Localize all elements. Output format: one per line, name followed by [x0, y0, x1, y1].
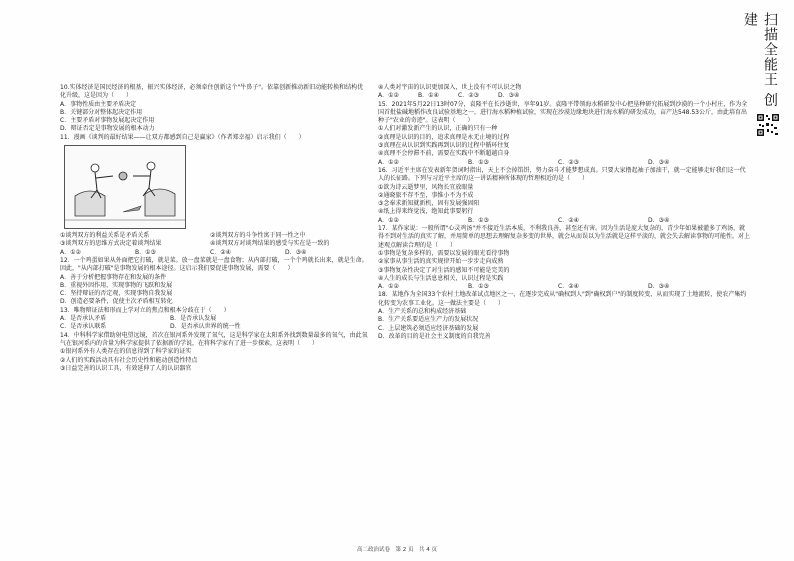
q12-option-b: B．重视外因作用，实现事物的飞跃和发展 [60, 281, 173, 289]
q18-option-b: B．生产关系要适应生产力的发展状况 [378, 316, 479, 324]
q14-option-c: C．②③ [458, 92, 479, 100]
question-14: 14．中科科学家借助射电望远镜，首次在银河系外发现了氧气，这是科学家在太阳系外找到数量最多的氧气，由此氧气在银河系内的含量为科学家提供了依据新的学说，在将科学家有了进一步探索，这表明（ ） [60, 331, 368, 347]
right-column [378, 84, 750, 341]
question-18: 18．某地作为全国33个农村土地改革试点地区之一，在逐步完成从"确权到人"到"确权到户"的制度转变，从而实现了土地流转，使农产集约化转变为农事工业化。这一做法主要是（ ） [378, 291, 747, 307]
q17-option-b: B．①③ [468, 283, 489, 291]
q17-option-a: A．①② [378, 283, 399, 291]
q18-option-d: D．改革的目的是社会主义制度的自我完善 [378, 332, 491, 340]
q16-option-d: D．③④ [648, 216, 670, 224]
q11-option-c: C．②④ [210, 248, 231, 256]
q13-option-b: B．是否承认发展 [170, 315, 217, 323]
q14-item-1: ①银河系外有人类存在的信息得到了科学家的证实 [60, 348, 192, 356]
q12-option-d: D．创造必要条件，促使主次矛盾相互转化 [60, 298, 173, 306]
q16-option-a: A．①② [378, 216, 399, 224]
q11-option-d: D．③④ [285, 248, 307, 256]
q15-option-a: A．①② [378, 158, 399, 166]
q16-item-4: ④纸上得来终觉浅，绝知此事要躬行 [378, 208, 474, 216]
question-11: 11．漫画《谈判的最好结果——让双方都感到自己是赢家》（作者郑幸福）启示我们（ ） [60, 133, 305, 141]
qr-code-icon [756, 113, 780, 137]
q15-option-b: B．①③ [468, 158, 489, 166]
cartoon-image [64, 145, 186, 229]
q10-option-c: C．主要矛盾对事物发展起决定作用 [60, 117, 155, 125]
question-12: 12．一个鸡蛋如果从外面把它打破，就是菜。放一盘菜就是一盘食物；从内部打破，一个个鸡就长出来，就是生命。因此，"从内部打破"是事物发展的根本途径。这启示我们要促进事物发展，需要（ ） [60, 256, 368, 273]
q14-option-d: D．③④ [498, 92, 520, 100]
q18-option-c: C．上层建筑必须适应经济基础的发展 [378, 324, 479, 332]
question-17: 17．某作家说：一般所谓"心灵鸡汤"并不接近生活本质，不利我良善，甚至还有害。因为生活是庞大复杂的，青少年如果被灌多了鸡汤，就得不到对生活的真实了解，并用简单的思想去理解复杂多变的世界，就会从而误以为生活就是这样平淡的，就会失去解读事物的可能性。对上述观点解读合理的是（ ） [378, 225, 751, 249]
q15-option-c: C．②③ [558, 158, 579, 166]
q14-item-2: ②人们的实践活动具有社会历史性和能动创造性特点 [60, 356, 198, 364]
q17-option-d: D．③④ [648, 283, 670, 291]
q11-option-a: A．①② [60, 248, 81, 256]
q14-option-a: A．①② [378, 92, 399, 100]
q15-item-2: ②真理是认识的目的，追求真理是永无止境的过程 [378, 133, 510, 141]
page-footer: 高二政治试卷 第 2 页 共 4 页 [357, 547, 437, 553]
q16-item-1: ①欲为诗云逝梦里，风物长宜放眼量 [378, 183, 474, 191]
q13-option-a: A．是否承认矛盾 [60, 315, 107, 323]
q14-item-4: ④人类对宇宙的认识更加深入，世上没有不可认识之物 [378, 84, 522, 91]
q14-item-3: ③日益完善的认识工具，有效延伸了人的认识器官 [60, 364, 192, 372]
q10-option-a: A．事物性质由主要矛盾决定 [60, 100, 137, 108]
question-16: 16．习近平主席在发表新年贺词时指出，天上不会掉馅饼，努力奋斗才能梦想成真。只要大家撸起袖子加油干，就一定能够走好我们这一代人的长征路。下列与习近平主席的这一讲话精神所体现的哲理相近的是（ ） [378, 166, 746, 183]
q16-option-c: C．②④ [558, 216, 579, 224]
q13-option-c: C．是否承认联系 [60, 323, 107, 331]
q16-item-3: ③念奉求新知就新机，固有发展强固阳 [378, 200, 480, 208]
q12-option-c: C．坚持辩证的否定观，实现事物自我发展 [60, 290, 173, 298]
q15-item-4: ④真理不会停滞不前，需要在实践中不断超越自身 [378, 150, 510, 158]
q11-item-4: ④谈判双方对谈判结果的感受与实在是一致的 [210, 240, 330, 248]
q14-option-b: B．①④ [418, 92, 439, 100]
handshake-cartoon-icon [65, 146, 185, 228]
q17-item-3: ③事物复杂性决定了对生活的感知不可能是完美的 [378, 266, 510, 274]
q11-item-2: ②谈判双方的斗争性寓于同一性之中 [210, 232, 306, 240]
q18-option-a: A．生产关系的总和构成经济基础 [378, 308, 467, 316]
q10-option-b: B．关键部分对整体起决定作用 [60, 108, 143, 116]
left-column [60, 84, 368, 373]
question-13: 13．唯物辩证法和形而上学对立的焦点和根本分歧在于（ ） [60, 306, 230, 314]
q13-option-d: D．是否承认世界的统一性 [170, 323, 241, 331]
question-10: 10.实体经济是国民经济的根基，振兴实体经济，必须牵住创新这个"牛鼻子"。依靠创新推动新旧动能转换和结构优化升级，这是因为（ ） [60, 84, 364, 100]
q11-option-b: B．①③ [135, 248, 156, 256]
q17-item-1: ①事物是复杂多样的，需要以发展的眼光看待事物 [378, 249, 510, 257]
watermark-text: 扫描全能王 创建 [742, 12, 778, 108]
scanner-watermark [742, 12, 780, 122]
q12-option-a: A．善于分析把握事物存在和发展的条件 [60, 273, 167, 281]
q17-item-2: ②家事从事生活的真实规律开始一步步走向成熟 [378, 258, 504, 266]
q16-option-b: B．①③ [468, 216, 489, 224]
q16-item-2: ②通晓旅不存不至，事惟小不为不成 [378, 191, 474, 199]
q11-item-3: ③谈判双方的思维方式决定着谈判结果 [60, 240, 162, 248]
q17-item-4: ④人生的成长与生活息息相关，认识过程是实践 [378, 274, 504, 282]
q15-item-1: ①人们对激发新产生的认识，正确的只有一种 [378, 125, 498, 133]
q15-item-3: ③真理在从认识到实践再到认识的过程中循环往复 [378, 142, 510, 150]
question-15: 15．2021年5月22日13时07分，袁隆平在长沙逝世，享年91岁。袁隆平带领海水稻研发中心把垦种研究拓展到沙漠的一个小村庄，作为全国首批盐碱地稻作改良试验基地之一，进行海水稻种植试验，实现在沙漠边缘地块进行海水稻的研发成功，亩产达548.53公斤，由此培育出种子"农业的奇迹"。这表明（ ） [378, 100, 748, 125]
q11-item-1: ①谈判双方的利益关系是矛盾关系 [60, 232, 150, 240]
q15-option-d: D．③④ [648, 158, 670, 166]
q17-option-c: C．②④ [558, 283, 579, 291]
q10-option-d: D．辩证否定是事物发展的根本动力 [60, 125, 155, 133]
